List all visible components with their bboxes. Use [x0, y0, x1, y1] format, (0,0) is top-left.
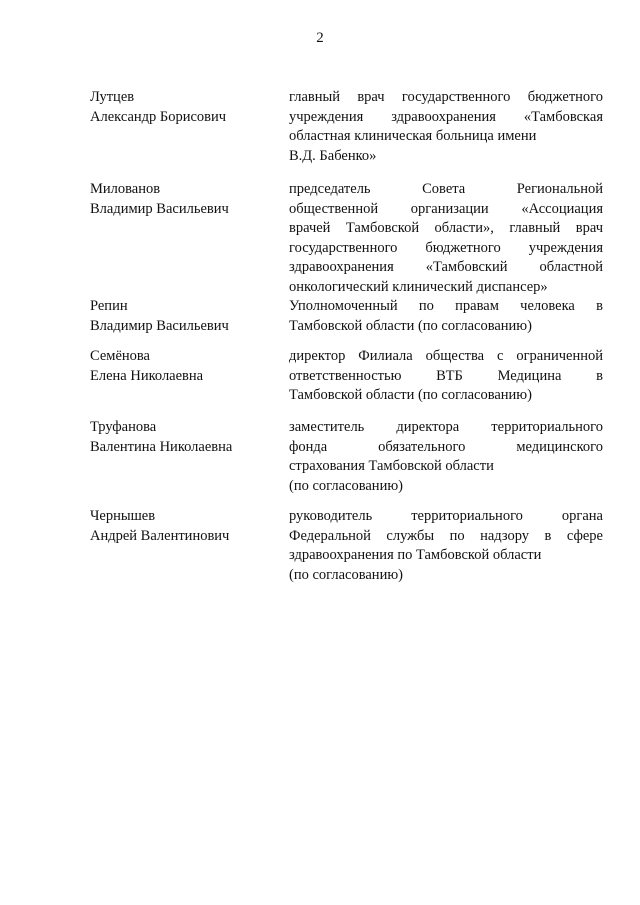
role-line: областная клиническая больница имени	[289, 128, 537, 144]
role-line: учреждения здравоохранения «Тамбовская	[289, 108, 603, 125]
role-line: страхования Тамбовской области	[289, 458, 494, 474]
role-line: Федеральной службы по надзору в сфере	[289, 527, 603, 544]
member-given-names: Владимир Васильевич	[90, 200, 229, 217]
role-line: общественной организации «Ассоциация	[289, 200, 603, 217]
member-role	[289, 88, 603, 166]
role-line: В.Д. Бабенко»	[289, 147, 377, 164]
member-surname: Чернышев	[90, 508, 156, 524]
member-name	[90, 347, 275, 386]
role-line: здравоохранения «Тамбовский областной	[289, 259, 603, 275]
member-surname: Труфанова	[90, 419, 157, 435]
role-line: Тамбовской области (по согласованию)	[289, 317, 532, 334]
role-line: ответственностью ВТБ Медицина в	[289, 367, 603, 384]
role-line: врачей Тамбовской области», главный врач	[289, 220, 603, 236]
role-line: государственного бюджетного учреждения	[289, 239, 603, 256]
member-role	[289, 297, 603, 336]
member-surname: Лутцев	[90, 89, 135, 105]
member-given-names: Андрей Валентинович	[90, 527, 230, 544]
role-line: председатель Совета Региональной	[289, 181, 603, 197]
member-given-names: Валентина Николаевна	[90, 438, 233, 455]
member-name	[90, 297, 275, 336]
member-surname: Семёнова	[90, 348, 150, 364]
member-surname: Милованов	[90, 181, 161, 197]
role-line: руководитель территориального органа	[289, 508, 603, 524]
role-line: Тамбовской области (по согласованию)	[289, 387, 532, 403]
member-name	[90, 88, 275, 127]
role-line: (по согласованию)	[289, 566, 403, 583]
role-line: онкологический клинический диспансер»	[289, 278, 548, 295]
role-line: Уполномоченный по правам человека в	[289, 298, 603, 314]
member-name	[90, 507, 275, 546]
page-number: 2	[316, 30, 324, 46]
member-surname: Репин	[90, 298, 128, 314]
member-role	[289, 347, 603, 406]
member-name	[90, 180, 275, 219]
role-line: директор Филиала общества с ограниченной	[289, 348, 603, 364]
role-line: здравоохранения по Тамбовской области	[289, 547, 542, 563]
member-role	[289, 507, 603, 585]
member-role	[289, 418, 603, 496]
role-line: заместитель директора территориального	[289, 419, 603, 435]
role-line: (по согласованию)	[289, 477, 403, 494]
role-line: фонда обязательного медицинского	[289, 438, 603, 455]
member-role	[289, 180, 603, 297]
member-given-names: Елена Николаевна	[90, 367, 204, 384]
member-given-names: Александр Борисович	[90, 108, 227, 125]
member-name	[90, 418, 275, 457]
role-line: главный врач государственного бюджетного	[289, 89, 603, 105]
member-given-names: Владимир Васильевич	[90, 317, 229, 334]
